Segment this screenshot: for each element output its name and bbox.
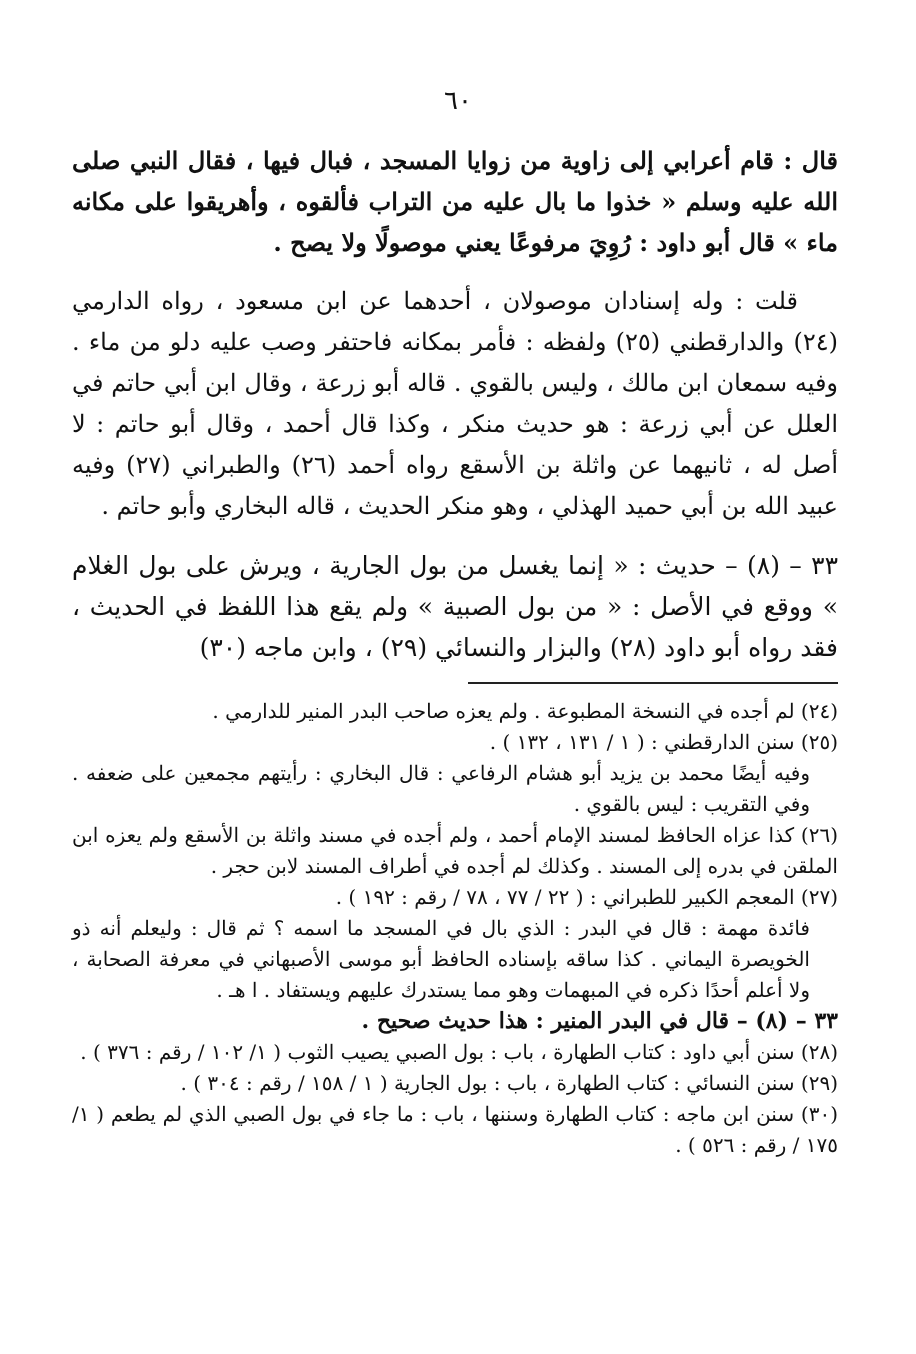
- footnote-27: (٢٧) المعجم الكبير للطبراني : ( ٢٢ / ٧٧ ، ٧٨ / رقم : ١٩٢ ) .: [335, 885, 838, 909]
- footnote-hadith-33-heading: ٣٣ – (٨) – قال في البدر المنير : هذا حديث صحيح .: [361, 1008, 838, 1034]
- footnote-29: (٢٩) سنن النسائي : كتاب الطهارة ، باب : بول الجارية ( ١ / ١٥٨ / رقم : ٣٠٤ ) .: [180, 1071, 838, 1095]
- footnote-25-comment: وفيه أيضًا محمد بن يزيد أبو هشام الرفاعي : قال البخاري : رأيتهم مجمعين على ضعفه . وفي التقريب : ليس بالقوي .: [72, 761, 810, 816]
- footnote-26: (٢٦) كذا عزاه الحافظ لمسند الإمام أحمد ، ولم أجده في مسند واثلة بن الأسقع ولم يعزه ابن الملقن في بدره إلى المسند . وكذلك لم أجده في أطراف المسند لابن حجر .: [72, 823, 838, 878]
- main-text: [72, 140, 838, 668]
- footnote-28: (٢٨) سنن أبي داود : كتاب الطهارة ، باب : بول الصبي يصيب الثوب ( ١/ ١٠٢ / رقم : ٣٧٦ ) .: [80, 1040, 838, 1064]
- footnote-divider: [468, 682, 838, 684]
- footnote-25: (٢٥) سنن الدارقطني : ( ١ / ١٣١ ، ١٣٢ ) .: [489, 730, 838, 754]
- paragraph-2: قلت : وله إسنادان موصولان ، أحدهما عن ابن مسعود ، رواه الدارمي (٢٤) والدارقطني (٢٥) ولفظه : فأمر بمكانه فاحتفر وصب عليه دلو من ماء . وفيه سمعان ابن مالك ، وليس بالقوي . قاله أبو زرعة ، وقال ابن أبي حاتم في العلل عن أبي زرعة : هو حديث منكر ، وكذا قال أحمد ، وقال أبو حاتم : لا أصل له ، ثانيهما عن واثلة بن الأسقع رواه أحمد (٢٦) والطبراني (٢٧) وفيه عبيد الله بن أبي حميد الهذلي ، وهو منكر الحديث ، قاله البخاري وأبو حاتم .: [72, 287, 838, 520]
- paragraph-1: قال : قام أعرابي إلى زاوية من زوايا المسجد ، فبال فيها ، فقال النبي صلى الله عليه وسلم « خذوا ما بال عليه من التراب فألقوه ، وأهريقوا على مكانه ماء » قال أبو داود : رُوِيَ مرفوعًا يعني موصولًا ولا يصح .: [72, 146, 838, 257]
- footnote-30: (٣٠) سنن ابن ماجه : كتاب الطهارة وسننها ، باب : ما جاء في بول الصبي الذي لم يطعم ( ١/ ١٧٥ / رقم : ٥٢٦ ) .: [72, 1102, 838, 1157]
- footnotes: [72, 696, 838, 1161]
- footnote-24: (٢٤) لم أجده في النسخة المطبوعة . ولم يعزه صاحب البدر المنير للدارمي .: [212, 699, 838, 723]
- paragraph-3-hadith: ٣٣ – (٨) – حديث : « إنما يغسل من بول الجارية ، ويرش على بول الغلام » ووقع في الأصل : « من بول الصبية » ولم يقع هذا اللفظ في الحديث ، فقد رواه أبو داود (٢٨) والبزار والنسائي (٢٩) ، وابن ماجه (٣٠): [72, 551, 838, 662]
- page-number: ٦٠: [444, 86, 472, 116]
- footnote-27-benefit: فائدة مهمة : قال في البدر : الذي بال في المسجد ما اسمه ؟ ثم قال : وليعلم أنه ذو الخويصرة اليماني . كذا ساقه بإسناده الحافظ أبو موسى الأصبهاني في معرفة الصحابة ، ولا أعلم أحدًا ذكره في المبهمات وهو مما يستدرك عليهم ويستفاد . ا هـ .: [72, 916, 810, 1002]
